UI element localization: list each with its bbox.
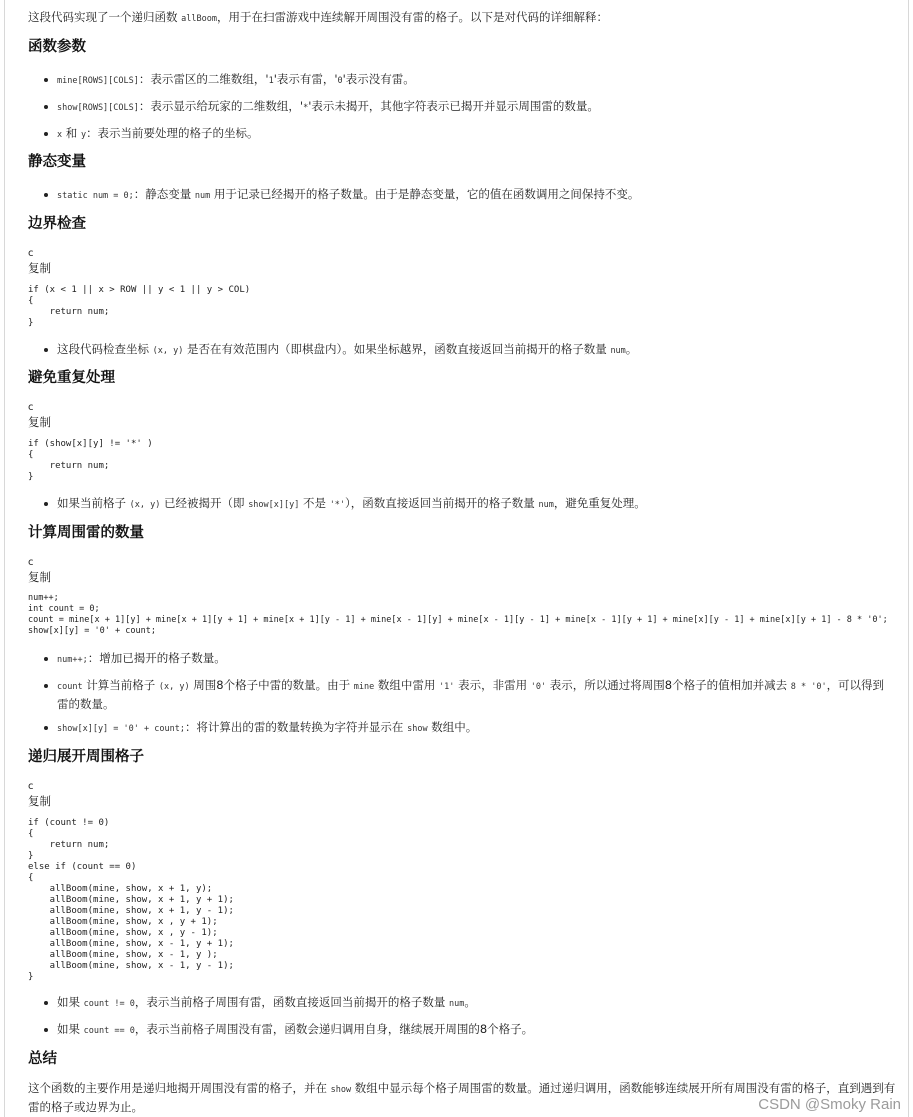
heading-summary: 总结: [28, 1051, 57, 1067]
code-block-recursion: if (count != 0) { return num; } else if (count == 0) { allBoom(mine, show, x + 1, y); allBoom(mine, show, x + 1, y + 1); allBoom(mine, show, x + 1, y - 1); allBoom(mine, show, x , y + 1); allBoom(mine, show, x , y - 1); allBoom(mine, show, x - 1, y + 1); allBoom(mine, show, x - 1, y ); allBoom(mine, show, x - 1, y - 1); }: [28, 818, 234, 982]
list-text: ，可以得到雷的数量。: [57, 678, 885, 711]
inline-code: num: [194, 191, 211, 201]
list-text: 这段代码检查坐标: [57, 342, 153, 356]
code-block-boundary: if (x < 1 || x > ROW || y < 1 || y > COL) { return num; }: [28, 285, 251, 328]
list-text: 。: [464, 995, 476, 1009]
list-item: [57, 186, 639, 205]
summary-text: 数组中显示每个格子周围雷的数量。通过递归调用，函数能够连续展开所有周围没有雷的格子，直到遇到有雷的格子或边界为止。: [28, 1081, 896, 1114]
inline-code: (x, y): [129, 500, 161, 510]
inline-code: num: [449, 999, 465, 1009]
inline-code: show[x][y] = '0' + count;: [57, 724, 185, 734]
summary-text: 这个函数的主要作用是递归地揭开周围没有雷的格子，并在: [28, 1081, 331, 1095]
heading-boundary-check: 边界检查: [28, 216, 86, 232]
list-text: ：表示当前要处理的格子的坐标。: [86, 126, 259, 140]
list-text: ，避免重复处理。: [553, 496, 646, 510]
inline-code: y: [80, 130, 87, 140]
list-text: ，表示当前格子周围有雷，函数直接返回当前揭开的格子数量: [134, 995, 449, 1009]
list-text: '表示未揭开，其他字符表示已揭开并显示周围雷的数量。: [308, 99, 599, 113]
inline-code: x: [57, 130, 63, 140]
list-item: [57, 1021, 533, 1040]
inline-code: static num = 0;: [57, 191, 134, 201]
list-text: ：表示显示给玩家的二维数组，': [138, 99, 304, 113]
heading-function-params: 函数参数: [28, 39, 86, 55]
inline-code: show[ROWS][COLS]: [57, 103, 139, 113]
inline-code: show: [330, 1085, 352, 1095]
list-item: [57, 677, 889, 713]
list-text: ，表示当前格子周围没有雷，函数会递归调用自身，继续展开周围的8个格子。: [134, 1022, 534, 1036]
inline-code: *: [303, 103, 309, 113]
list-text: 表示，所以通过将周围8个格子的值相加并减去: [546, 678, 791, 692]
inline-code: num: [610, 346, 626, 356]
inline-code: allBoom: [181, 14, 217, 24]
list-text: 表示，非雷用: [454, 678, 531, 692]
inline-code: 0: [337, 76, 343, 86]
list-text: '表示没有雷。: [342, 72, 415, 86]
inline-code: show[x][y]: [248, 500, 300, 510]
heading-count-mines: 计算周围雷的数量: [28, 525, 144, 541]
copy-button[interactable]: 复制: [28, 570, 51, 584]
inline-code: '1': [439, 682, 455, 692]
inline-code: 1: [268, 76, 274, 86]
list-text: 和: [62, 126, 81, 140]
copy-button[interactable]: 复制: [28, 794, 51, 808]
inline-code: (x, y): [152, 346, 184, 356]
code-language-label: c: [28, 781, 34, 792]
list-text: ：将计算出的雷的数量转换为字符并显示在: [184, 720, 408, 734]
heading-static-variable: 静态变量: [28, 154, 86, 170]
code-block-repeat: if (show[x][y] != '*' ) { return num; }: [28, 439, 153, 482]
inline-code: count == 0: [83, 1026, 135, 1036]
inline-code: mine[ROWS][COLS]: [57, 76, 139, 86]
list-text: ），函数直接返回当前揭开的格子数量: [345, 496, 539, 510]
list-text: 是否在有效范围内（即棋盘内）。如果坐标越界，函数直接返回当前揭开的格子数量: [183, 342, 611, 356]
list-text: ：表示雷区的二维数组，': [138, 72, 269, 86]
list-text: 周围8个格子中雷的数量。由于: [189, 678, 354, 692]
list-text: ：静态变量: [133, 187, 195, 201]
list-text: 已经被揭开（即: [160, 496, 249, 510]
code-block-count: num++; int count = 0; count = mine[x + 1][y] + mine[x + 1][y + 1] + mine[x + 1][y - 1] + mine[x - 1][y] + mine[x - 1][y - 1] + mine[x - 1][y + 1] + mine[x][y - 1] + mine[x][y + 1] - 8 * '0'; show[x][y] = '0' + count;: [28, 593, 888, 636]
list-text: 数组中。: [427, 720, 478, 734]
inline-code: count: [57, 682, 83, 692]
code-language-label: c: [28, 248, 34, 259]
list-text: 计算当前格子: [82, 678, 159, 692]
copy-button[interactable]: 复制: [28, 261, 51, 275]
list-text: 如果当前格子: [57, 496, 130, 510]
inline-code: mine: [353, 682, 375, 692]
code-language-label: c: [28, 557, 34, 568]
document-page: [4, 0, 909, 1117]
intro-text: ，用于在扫雷游戏中连续解开周围没有雷的格子。以下是对代码的详细解释：: [216, 10, 608, 24]
list-text: 用于记录已经揭开的格子数量。由于是静态变量，它的值在函数调用之间保持不变。: [210, 187, 640, 201]
list-text: '表示有雷，': [273, 72, 338, 86]
list-text: 数组中雷用: [374, 678, 440, 692]
inline-code: (x, y): [158, 682, 190, 692]
csdn-watermark: CSDN @Smoky Rain: [758, 1096, 901, 1113]
inline-code: num++;: [57, 655, 88, 665]
list-text: 。: [625, 342, 638, 356]
list-text: 如果: [57, 1022, 84, 1036]
heading-avoid-repeat: 避免重复处理: [28, 370, 115, 386]
intro-paragraph: [28, 9, 608, 28]
list-item: [57, 341, 637, 360]
list-item: [57, 495, 646, 514]
list-item: [57, 650, 226, 669]
inline-code: num: [538, 500, 554, 510]
list-text: 如果: [57, 995, 84, 1009]
inline-code: '*': [329, 500, 346, 510]
list-item: [57, 719, 477, 738]
intro-text: 这段代码实现了一个递归函数: [28, 10, 182, 24]
inline-code: 8 * '0': [790, 682, 827, 692]
inline-code: show: [407, 724, 428, 734]
inline-code: '0': [530, 682, 547, 692]
list-text: 不是: [299, 496, 330, 510]
inline-code: count != 0: [83, 999, 135, 1009]
list-item: [57, 125, 259, 144]
code-language-label: c: [28, 402, 34, 413]
list-item: [57, 71, 415, 90]
heading-recursive-expand: 递归展开周围格子: [28, 749, 144, 765]
list-item: [57, 994, 476, 1013]
list-item: [57, 98, 599, 117]
copy-button[interactable]: 复制: [28, 415, 51, 429]
list-text: ：增加已揭开的格子数量。: [87, 651, 226, 665]
